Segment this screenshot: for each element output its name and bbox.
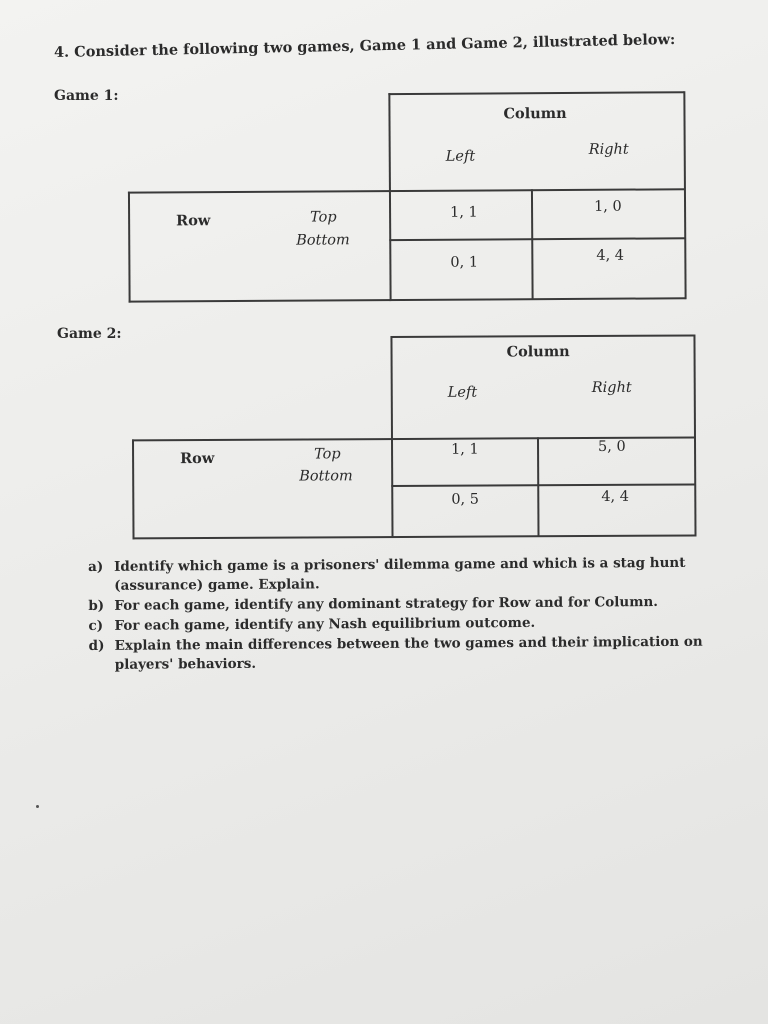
- game1-cell-top-left: 1, 1: [450, 204, 478, 221]
- game1-cell-top-right: 1, 0: [593, 198, 622, 215]
- question-b-letter: b): [88, 597, 105, 614]
- question-b-text: For each game, identify any dominant strategy for Row and for Column.: [114, 594, 659, 614]
- question-d: [89, 632, 749, 675]
- question-d-letter: d): [88, 637, 105, 654]
- game2-cell-bottom-left: 0, 5: [451, 491, 480, 508]
- game1-cell-bottom-left: 0, 1: [450, 254, 479, 271]
- question-c-text: For each game, identify any Nash equilibrium outcome.: [114, 614, 536, 634]
- game2-row-top: Top: [314, 446, 341, 463]
- game1-col-right: Right: [588, 141, 629, 158]
- game1-row-top: Top: [310, 209, 337, 226]
- game1-label: Game 1:: [54, 88, 119, 104]
- game2-col-right: Right: [591, 379, 632, 396]
- game2-col-left: Left: [447, 384, 478, 401]
- game2-cell-top-right: 5, 0: [597, 438, 626, 455]
- game1-column-header: Column: [503, 104, 567, 123]
- game2-row-bottom: Bottom: [299, 468, 353, 485]
- question-a: [88, 553, 748, 596]
- game1-cell-bottom-right: 4, 4: [596, 247, 625, 264]
- game2-cell-bottom-right: 4, 4: [601, 488, 630, 505]
- game2-row-player: Row: [180, 449, 215, 468]
- question-a-letter: a): [88, 558, 104, 575]
- question-list: [88, 553, 749, 676]
- question-title: 4. Consider the following two games, Game 1 and Game 2, illustrated below:: [53, 30, 676, 61]
- game2-cell-top-left: 1, 1: [451, 441, 479, 458]
- game1-row-player: Row: [176, 212, 211, 230]
- game2-column-header: Column: [506, 343, 570, 361]
- question-d-text: Explain the main differences between the two games and their implication on players' behaviors.: [114, 633, 703, 673]
- question-c-letter: c): [88, 617, 104, 634]
- ink-speck: [36, 805, 39, 808]
- game1-row-bottom: Bottom: [296, 232, 350, 249]
- game2-label: Game 2:: [57, 326, 122, 342]
- question-a-text: Identify which game is a prisoners' dilemma game and which is a stag hunt (assurance) game. Explain.: [114, 554, 686, 594]
- game1-col-left: Left: [445, 148, 476, 165]
